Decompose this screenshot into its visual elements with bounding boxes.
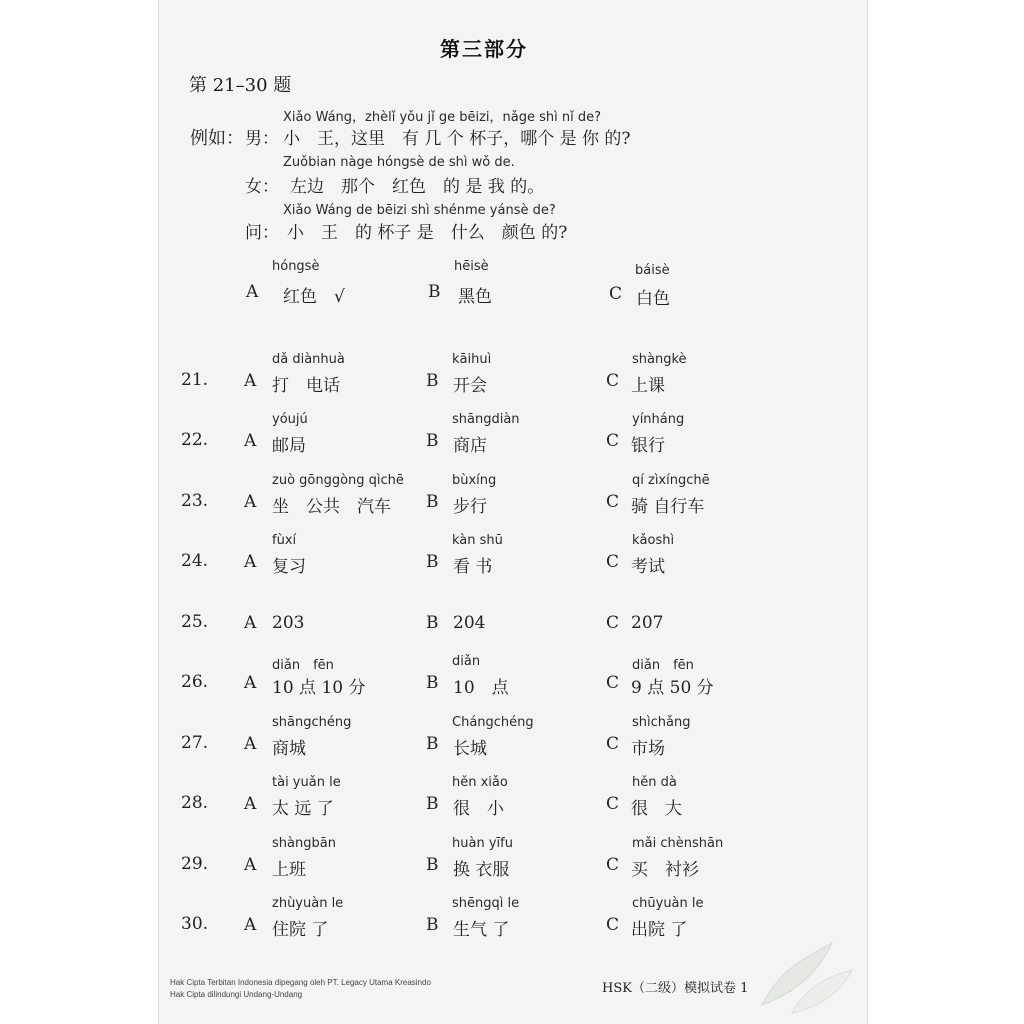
- option-letter: A: [244, 734, 257, 754]
- copyright-line-2: Hak Cipta dilindungi Undang-Undang: [170, 990, 303, 999]
- option-text: 复习: [272, 557, 306, 577]
- option-letter: C: [606, 673, 620, 693]
- option-pinyin: shāngchéng: [272, 715, 352, 730]
- option-pinyin: dǎ diànhuà: [272, 352, 345, 367]
- example-hanzi-2: 左边 那个 红色 的 是 我 的。: [290, 177, 545, 197]
- option-letter: A: [244, 915, 257, 935]
- option-letter: A: [244, 794, 257, 814]
- option-letter: C: [606, 552, 620, 572]
- option-text: 204: [453, 613, 486, 633]
- option-letter: B: [426, 431, 439, 451]
- example-hanzi-3: 小 王 的 杯子 是 什么 颜色 的?: [287, 223, 568, 243]
- example-option-a-letter: A: [246, 282, 259, 302]
- option-pinyin: shàngbān: [272, 836, 336, 851]
- option-pinyin: mǎi chènshān: [632, 836, 724, 851]
- example-pinyin-3: Xiǎo Wáng de bēizi shì shénme yánsè de?: [283, 203, 556, 218]
- option-pinyin: tài yuǎn le: [272, 775, 341, 790]
- option-text: 骑 自行车: [631, 497, 705, 517]
- leaf-decoration: [752, 935, 857, 1015]
- example-option-b-text: 黑色: [458, 287, 492, 307]
- option-letter: A: [244, 492, 257, 512]
- option-text: 邮局: [272, 436, 306, 456]
- example-option-b-pinyin: hēisè: [454, 259, 489, 274]
- example-option-a-pinyin: hóngsè: [272, 259, 320, 274]
- option-text: 太 远 了: [272, 799, 334, 819]
- option-text: 10 点: [453, 678, 509, 698]
- option-letter: C: [606, 915, 620, 935]
- question-number: 25.: [181, 612, 209, 632]
- example-option-b-letter: B: [428, 282, 441, 302]
- option-letter: A: [244, 431, 257, 451]
- option-pinyin: kāihuì: [452, 352, 492, 367]
- option-pinyin: zuò gōnggòng qìchē: [272, 473, 404, 488]
- option-text: 商店: [453, 436, 487, 456]
- section-title: 第三部分: [440, 37, 528, 61]
- option-text: 看 书: [453, 557, 493, 577]
- example-speaker-3: 问：: [245, 223, 279, 243]
- option-pinyin: kàn shū: [452, 533, 503, 548]
- test-name: HSK（二级）模拟试卷 1: [602, 981, 749, 996]
- example-speaker-1: 男：: [245, 129, 279, 149]
- option-pinyin: yínháng: [632, 412, 685, 427]
- option-text: 银行: [631, 436, 665, 456]
- question-number: 30.: [181, 914, 209, 934]
- option-text: 出院 了: [631, 920, 688, 940]
- option-text: 坐 公共 汽车: [272, 497, 391, 517]
- option-letter: B: [426, 371, 439, 391]
- option-text: 打 电话: [272, 376, 340, 396]
- example-pinyin-2: Zuǒbian nàge hóngsè de shì wǒ de.: [283, 155, 515, 170]
- question-number: 26.: [181, 672, 209, 692]
- option-text: 住院 了: [272, 920, 329, 940]
- option-letter: A: [244, 855, 257, 875]
- example-option-a-text: 红色 √: [283, 287, 345, 307]
- question-number: 21.: [181, 370, 209, 390]
- option-letter: B: [426, 734, 439, 754]
- example-pinyin-1: Xiǎo Wáng，zhèlǐ yǒu jǐ ge bēizi，nǎge shì nǐ de?: [283, 110, 601, 125]
- option-text: 很 小: [453, 799, 504, 819]
- option-pinyin: shēngqì le: [452, 896, 520, 911]
- option-letter: B: [426, 492, 439, 512]
- option-letter: A: [244, 673, 257, 693]
- option-pinyin: diǎn fēn: [272, 658, 334, 673]
- option-text: 步行: [453, 497, 487, 517]
- option-letter: B: [426, 673, 439, 693]
- option-text: 207: [631, 613, 664, 633]
- option-text: 市场: [631, 739, 665, 759]
- question-number: 22.: [181, 430, 209, 450]
- copyright-line-1: Hak Cipta Terbitan Indonesia dipegang oleh PT. Legacy Utama Kreasindo: [170, 978, 431, 987]
- option-pinyin: Chángchéng: [452, 715, 534, 730]
- option-letter: B: [426, 552, 439, 572]
- option-pinyin: shāngdiàn: [452, 412, 520, 427]
- question-number: 28.: [181, 793, 209, 813]
- option-text: 生气 了: [453, 920, 510, 940]
- option-text: 10 点 10 分: [272, 678, 366, 698]
- option-letter: C: [606, 794, 620, 814]
- question-number: 23.: [181, 491, 209, 511]
- example-option-c-pinyin: báisè: [635, 263, 670, 278]
- option-pinyin: kǎoshì: [632, 533, 675, 548]
- example-option-c-text: 白色: [636, 289, 670, 309]
- option-text: 开会: [453, 376, 487, 396]
- option-text: 买 衬衫: [631, 860, 699, 880]
- option-text: 换 衣服: [453, 860, 510, 880]
- option-text: 考试: [631, 557, 665, 577]
- option-pinyin: chūyuàn le: [632, 896, 704, 911]
- option-text: 上班: [272, 860, 306, 880]
- option-text: 长城: [453, 739, 487, 759]
- option-letter: B: [426, 915, 439, 935]
- option-letter: A: [244, 552, 257, 572]
- option-pinyin: diǎn fēn: [632, 658, 694, 673]
- question-number: 24.: [181, 551, 209, 571]
- option-text: 很 大: [631, 799, 682, 819]
- option-letter: B: [426, 613, 439, 633]
- option-pinyin: yóujú: [272, 412, 308, 427]
- option-letter: C: [606, 431, 620, 451]
- option-pinyin: shàngkè: [632, 352, 687, 367]
- option-pinyin: diǎn: [452, 654, 481, 669]
- question-number: 29.: [181, 854, 209, 874]
- option-letter: A: [244, 371, 257, 391]
- example-option-c-letter: C: [609, 284, 623, 304]
- option-pinyin: hěn dà: [632, 775, 677, 790]
- option-letter: C: [606, 855, 620, 875]
- option-pinyin: shìchǎng: [632, 715, 691, 730]
- exam-page: [158, 0, 868, 1024]
- option-pinyin: qí zìxíngchē: [632, 473, 710, 488]
- option-pinyin: bùxíng: [452, 473, 497, 488]
- option-pinyin: fùxí: [272, 533, 297, 548]
- option-letter: B: [426, 855, 439, 875]
- option-text: 203: [272, 613, 305, 633]
- option-letter: C: [606, 371, 620, 391]
- question-range: 第 21–30 题: [189, 75, 292, 96]
- option-text: 商城: [272, 739, 306, 759]
- option-letter: C: [606, 492, 620, 512]
- example-speaker-2: 女：: [245, 177, 279, 197]
- option-pinyin: huàn yīfu: [452, 836, 513, 851]
- option-pinyin: zhùyuàn le: [272, 896, 344, 911]
- question-number: 27.: [181, 733, 209, 753]
- option-letter: B: [426, 794, 439, 814]
- example-label: 例如：: [190, 128, 244, 149]
- option-pinyin: hěn xiǎo: [452, 775, 508, 790]
- option-letter: C: [606, 734, 620, 754]
- option-text: 上课: [631, 376, 665, 396]
- option-letter: A: [244, 613, 257, 633]
- option-letter: C: [606, 613, 620, 633]
- option-text: 9 点 50 分: [631, 678, 714, 698]
- example-hanzi-1: 小 王，这里 有 几 个 杯子，哪个 是 你 的?: [283, 129, 631, 149]
